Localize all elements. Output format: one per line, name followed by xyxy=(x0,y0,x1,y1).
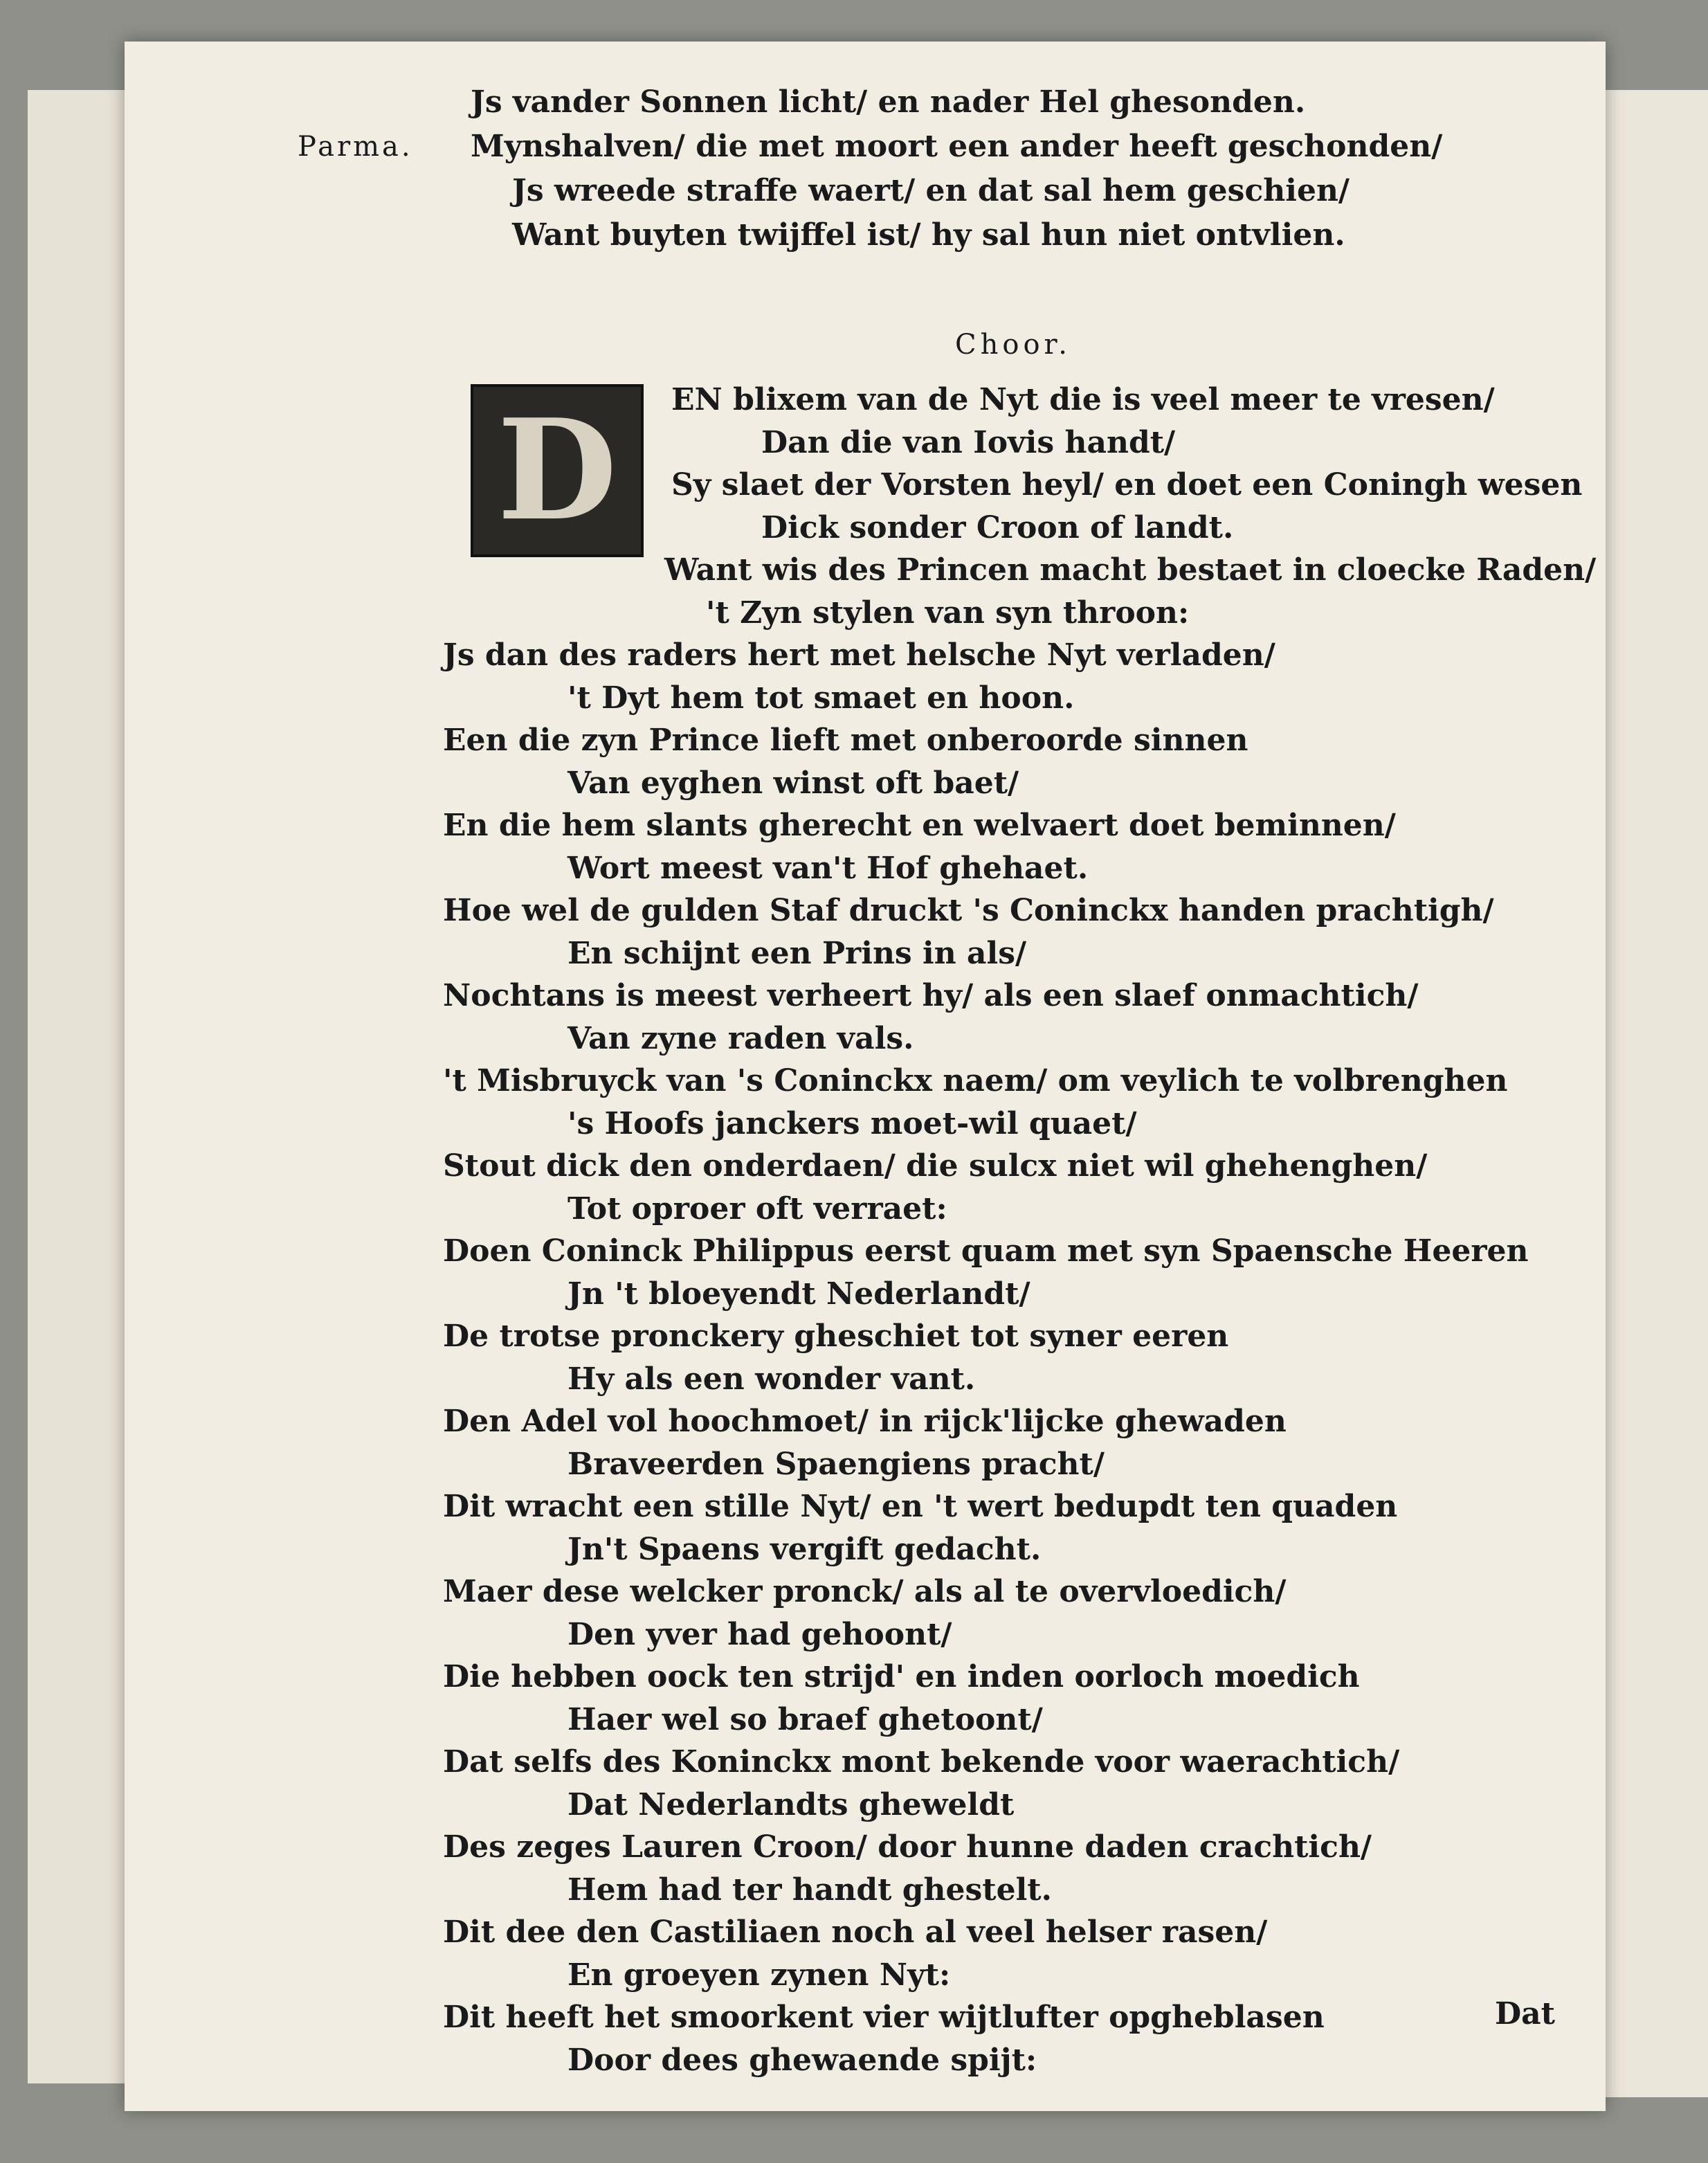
verse-line: Jn't Spaens vergift gedacht. xyxy=(567,1532,1042,1567)
verse-line: Braveerden Spaengiens pracht/ xyxy=(567,1447,1105,1482)
verse-line: Nochtans is meest verheert hy/ als een slaef onmachtich/ xyxy=(443,978,1419,1013)
top-line-3: Js wreede straffe waert/ en dat sal hem geschien/ xyxy=(512,173,1350,208)
verse-line: Dit heeft het smoorkent vier wijtlufter opgheblasen xyxy=(443,2000,1325,2035)
verse-line: Den Adel vol hoochmoet/ in rijck'lijcke ghewaden xyxy=(443,1404,1287,1439)
verse-line: Doen Coninck Philippus eerst quam met syn Spaensche Heeren xyxy=(443,1233,1529,1269)
top-line-2: Mynshalven/ die met moort een ander heeft geschonden/ xyxy=(471,129,1443,164)
verse-line: Hy als een wonder vant. xyxy=(567,1361,976,1397)
verse-line: Maer dese welcker pronck/ als al te overvloedich/ xyxy=(443,1574,1287,1609)
verse-line: 't Zyn stylen van syn throon: xyxy=(706,595,1190,631)
verse-line: Door dees ghewaende spijt: xyxy=(567,2043,1037,2078)
verse-line: 's Hoofs janckers moet-wil quaet/ xyxy=(567,1106,1137,1141)
initial-letter: D xyxy=(497,389,617,552)
verse-line: 't Dyt hem tot smaet en hoon. xyxy=(567,680,1075,716)
verse-line: Haer wel so braef ghetoont/ xyxy=(567,1702,1043,1737)
verse-line: Sy slaet der Vorsten heyl/ en doet een Coningh wesen xyxy=(671,467,1583,503)
verse-line: Dan die van Iovis handt/ xyxy=(761,425,1176,460)
verse-line: Wort meest van't Hof ghehaet. xyxy=(567,851,1089,886)
verse-line: Dit wracht een stille Nyt/ en 't wert bedupdt ten quaden xyxy=(443,1489,1398,1524)
verse-line: Jn 't bloeyendt Nederlandt/ xyxy=(567,1276,1030,1312)
verse-line: Dit dee den Castiliaen noch al veel helser rasen/ xyxy=(443,1915,1268,1950)
verse-line: En die hem slants gherecht en welvaert doet beminnen/ xyxy=(443,808,1396,843)
verse-line: Van eyghen winst oft baet/ xyxy=(567,766,1019,801)
verse-line: Js dan des raders hert met helsche Nyt verladen/ xyxy=(443,637,1275,673)
top-line-4: Want buyten twijffel ist/ hy sal hun niet ontvlien. xyxy=(512,217,1345,253)
verse-line: Dat selfs des Koninckx mont bekende voor waerachtich/ xyxy=(443,1744,1400,1780)
verse-line: EN blixem van de Nyt die is veel meer te vresen/ xyxy=(671,382,1495,417)
verse-line: De trotse pronckery gheschiet tot syner eeren xyxy=(443,1319,1229,1354)
verse-line: Stout dick den onderdaen/ die sulcx niet wil ghehenghen/ xyxy=(443,1148,1428,1184)
verse-line: Tot oproer oft verraet: xyxy=(567,1191,947,1227)
book-page xyxy=(125,42,1606,2111)
chorus-heading: Choor. xyxy=(955,329,1071,361)
speaker-label: Parma. xyxy=(298,131,413,163)
verse-line: En schijnt een Prins in als/ xyxy=(567,936,1027,971)
verse-line: Dick sonder Croon of landt. xyxy=(761,510,1234,545)
top-line-1: Js vander Sonnen licht/ en nader Hel ghesonden. xyxy=(471,84,1306,120)
catchword: Dat xyxy=(1495,1996,1555,2031)
verse-line: En groeyen zynen Nyt: xyxy=(567,1957,951,1993)
page-text xyxy=(125,42,1606,2111)
verse-line: Van zyne raden vals. xyxy=(567,1021,914,1056)
verse-line: 't Misbruyck van 's Coninckx naem/ om veylich te volbrenghen xyxy=(443,1063,1508,1098)
verse-line: Hem had ter handt ghestelt. xyxy=(567,1872,1052,1908)
verse-line: Want wis des Princen macht bestaet in cloecke Raden/ xyxy=(664,552,1597,588)
verse-line: Een die zyn Prince lieft met onberoorde sinnen xyxy=(443,723,1248,758)
verse-line: Des zeges Lauren Croon/ door hunne daden crachtich/ xyxy=(443,1829,1372,1865)
verse-line: Die hebben oock ten strijd' en inden oorloch moedich xyxy=(443,1659,1360,1694)
verse-line: Dat Nederlandts gheweldt xyxy=(567,1787,1015,1822)
verse-line: Den yver had gehoont/ xyxy=(567,1617,952,1652)
verse-line: Hoe wel de gulden Staf druckt 's Coninckx handen prachtigh/ xyxy=(443,893,1494,928)
decorated-initial xyxy=(471,384,644,557)
